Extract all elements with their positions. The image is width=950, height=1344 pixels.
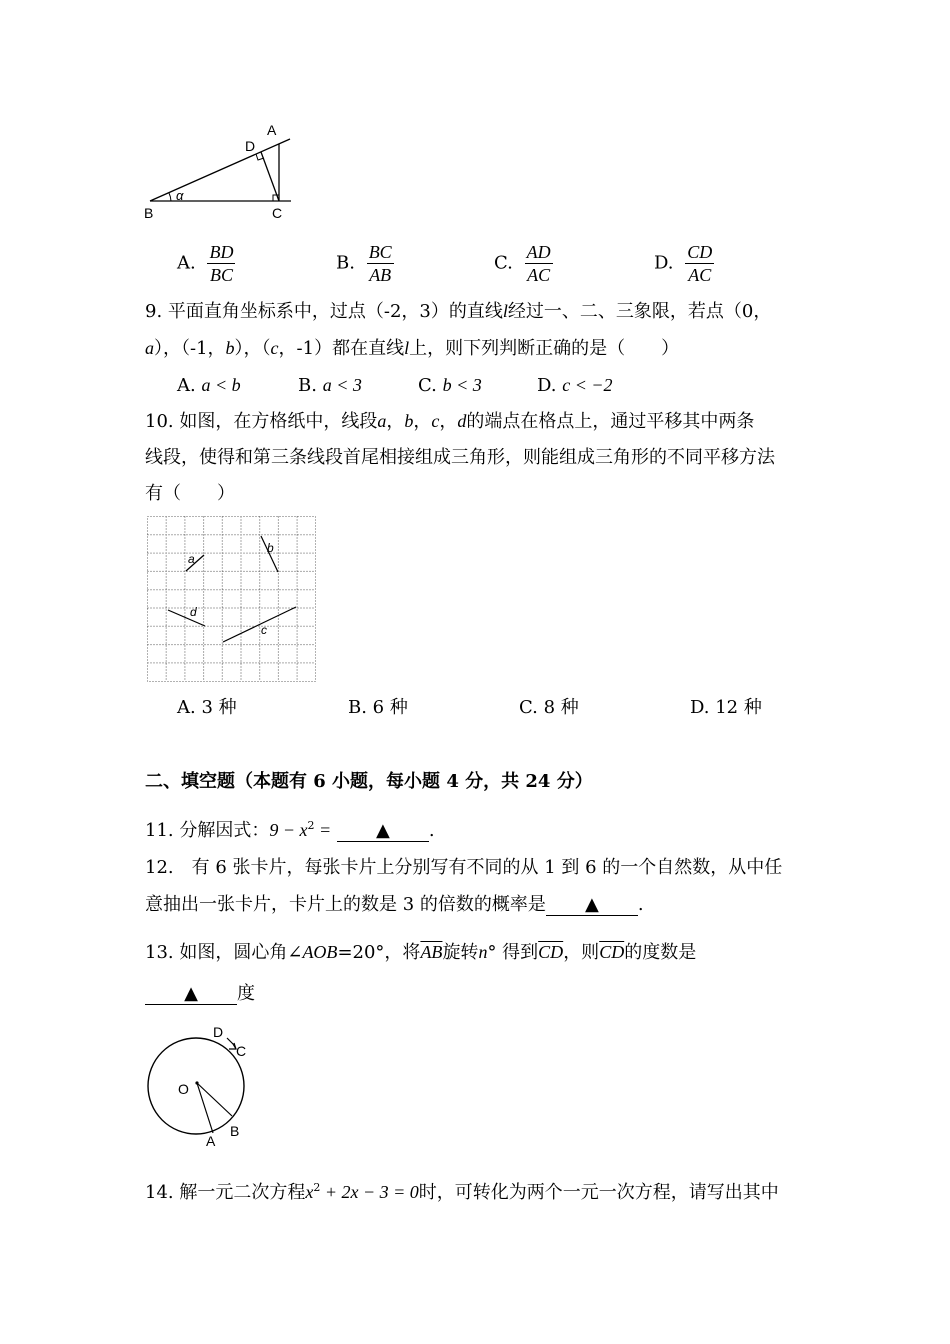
grid-label-a: a — [188, 552, 195, 566]
label-A: A — [267, 122, 277, 138]
label-B: B — [144, 205, 154, 221]
label-A: A — [206, 1133, 216, 1148]
q8-option-a: A. $\frac{BD}{BC}$ — [177, 242, 234, 285]
q14-line-1: 14. 解一元二次方程$x^2 + 2x - 3 = 0$时，可转化为两个一元一次方程，请写出其中 — [145, 1181, 779, 1203]
q9-option-c: C. b < 3 — [418, 375, 482, 396]
label-D: D — [213, 1024, 224, 1040]
q10-option-d: D. 12 种 — [690, 697, 762, 718]
q8-option-c: C. $\frac{AD}{AC}$ — [494, 242, 551, 285]
grid-label-d: d — [190, 605, 197, 619]
q13-circle-figure — [140, 1018, 260, 1148]
q13-line-2: ▲ 度 — [145, 982, 255, 1006]
q8-option-d: D. $\frac{CD}{AC}$ — [654, 242, 713, 285]
q8-option-b: B. $\frac{BC}{AB}$ — [336, 242, 392, 285]
q10-grid-figure — [146, 515, 318, 685]
q10-line-3: 有（ ） — [145, 483, 235, 504]
label-C: C — [272, 205, 283, 221]
q12-line-2: 意抽出一张卡片，卡片上的数是 3 的倍数的概率是 ▲ . — [145, 894, 644, 915]
q9-option-a: A. a < b — [177, 375, 241, 396]
q9-line-2: a），（-1，b），（c，-1）都在直线l上，则下列判断正确的是（ ） — [145, 338, 680, 359]
q12-line-1: 12. 有 6 张卡片，每张卡片上分别写有不同的从 1 到 6 的一个自然数，从中任 — [145, 857, 783, 878]
q10-option-b: B. 6 种 — [348, 697, 408, 718]
q8-triangle-figure — [143, 120, 303, 225]
q9-line-1: 9. 平面直角坐标系中，过点（-2，3）的直线l经过一、二、三象限，若点（0， — [145, 301, 772, 322]
q11-answer-blank: ▲ — [337, 821, 429, 842]
q11-line: 11. 分解因式：$9 - x^2$ = ▲ . — [145, 819, 435, 841]
q9-option-d: D. c < −2 — [537, 375, 613, 396]
q13-line-1: 13. 如图，圆心角∠AOB=20°，将$\overline{AB}$旋转n° 得到$\overline{CD}$，则$\overline{CD}$的度数是 — [145, 942, 697, 963]
label-D: D — [245, 138, 256, 154]
grid-label-b: b — [267, 541, 274, 555]
grid-label-c: c — [261, 623, 267, 637]
section-2-title: 二、填空题（本题有 6 小题，每小题 4 分，共 24 分） — [145, 771, 593, 792]
q10-line-1: 10. 如图，在方格纸中，线段a，b，c，d的端点在格点上，通过平移其中两条 — [145, 411, 755, 432]
q10-line-2: 线段，使得和第三条线段首尾相接组成三角形，则能组成三角形的不同平移方法 — [145, 447, 775, 468]
q13-answer-blank: ▲ — [145, 984, 237, 1005]
label-alpha: α — [176, 188, 184, 203]
label-B: B — [230, 1123, 240, 1139]
q12-answer-blank: ▲ — [546, 895, 638, 916]
q10-option-a: A. 3 种 — [177, 697, 237, 718]
q9-option-b: B. a < 3 — [298, 375, 362, 396]
label-O: O — [178, 1081, 189, 1097]
label-C: C — [236, 1043, 247, 1059]
q10-option-c: C. 8 种 — [519, 697, 579, 718]
